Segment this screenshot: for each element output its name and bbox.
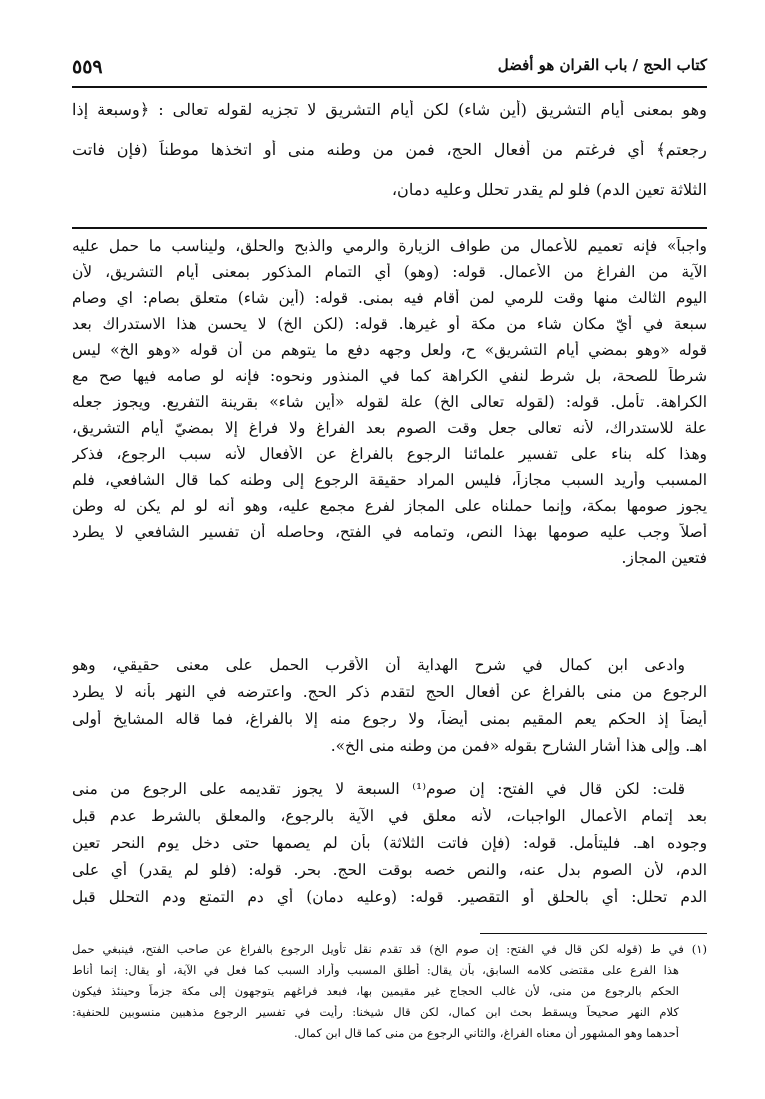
footnote-line: كلام النهر صحيحاً ويسقط بحث ابن كمال، لكن قال شيخنا: رأيت في تفسير الرجوع مذهبين منسوبين للحنفية: — [72, 1005, 679, 1019]
header-rule — [72, 86, 707, 88]
sharh-line: وجوده اهـ. فليتأمل. قوله: (فإن فاتت الثلاثة) بأن لم يصمها حتى دخل يوم النحر تعين — [72, 834, 707, 852]
matn-separator — [72, 227, 707, 229]
sharh-line: يجوز صومها بمكة، وإنما حملناه على المجاز لفرع مجمع عليه، وهو أنه لو لم يكن له وطن — [72, 497, 707, 515]
running-header — [72, 56, 707, 86]
sharh-line: المسبب وأريد السبب مجازاً، فليس المراد حقيقة الرجوع إلى وطنه كما قال الشافعي، فلم — [72, 471, 707, 489]
sharh-line: اليوم الثالث منها وقت للرمي لمن أقام فيه بمنى. قوله: (أين شاء) متعلق بصام: اي وصام — [72, 289, 707, 307]
footnote-line: (١) في ط (قوله لكن قال في الفتح: إن صوم الخ) قد تقدم نقل تأويل الرجوع بالفراغ عن صاحب الفتح، فينبغي حمل — [72, 942, 707, 956]
matn-line: رجعتم﴾ أي فرغتم من أفعال الحج، فمن من وطنه منى أو اتخذها موطناً (فإن فاتت — [72, 140, 707, 159]
sharh-line: شرطاً للصحة، بل شرط لنفي الكراهة كما في المنذور ونحوه: فإنه لو صامه فيها صح مع — [72, 367, 707, 385]
sharh-line: فتعين المجاز. — [621, 549, 707, 567]
sharh-line: الكراهة. تأمل. قوله: (لقوله تعالى الخ) علة لقوله «أين شاء» بقرينة التفريع. ويجوز جعله — [72, 393, 707, 411]
sharh-line: وهذا كله بناء على تفسير علمائنا الرجوع بالفراغ عن الأفعال لأنه سبب الرجوع، فذكر — [72, 445, 707, 463]
footnote-line: هذا الفرع على مقتضى كلامه السابق، بأن يقال: أطلق المسبب وأراد السبب كما فعل في الآية، أو يقال: إنما أناط — [72, 963, 679, 977]
sharh-line: قوله «وهو بمضي أيام التشريق» ح، ولعل وجهه دفع ما يتوهم من أن قوله «وهو الخ» ليس — [72, 341, 707, 359]
sharh-line: الدم تحلل: أي بالحلق أو التقصير. قوله: (وعليه دمان) أي دم التمتع ودم التحلل قبل — [72, 888, 707, 906]
sharh-line: الآية من الفراغ من الأعمال. قوله: (وهو) أي التمام المذكور بمعنى أيام التشريق، لأن — [72, 263, 707, 281]
matn-line: الثلاثة تعين الدم) فلو لم يقدر تحلل وعليه دمان، — [391, 180, 707, 199]
footnote-line: الحكم بالرجوع من منى، لأن غالب الحجاج غير مقيمين بها، فبعد فراغهم يتوجهون إلى مكة جزماً وحينئذ فيكون — [72, 984, 679, 998]
page-number: ٥٥٩ — [72, 56, 103, 78]
sharh-line: قلت: لكن قال في الفتح: إن صوم⁽¹⁾ السبعة لا يجوز تقديمه على الرجوع من منى — [72, 780, 685, 798]
sharh-line: سبعة في أيّ مكان شاء من مكة أو غيرها. قوله: (لكن الخ) لا يحسن هذا الاستدراك بعد — [72, 315, 707, 333]
sharh-line: أصلاً وجب عليه صومها بهذا النص، وتمامه في الفتح، وحاصله أن تفسير الشافعي لا يطرد — [72, 523, 707, 541]
sharh-line: أيضاً إذ الحكم يعم المقيم بمنى أيضاً، ولا رجوع منه إلا بالفراغ، فما قاله المشايخ أولى — [72, 710, 707, 728]
sharh-line: اهـ. وإلى هذا أشار الشارح بقوله «فمن من وطنه منى الخ». — [330, 737, 707, 755]
sharh-line: علة للاستدراك، لأنه تعالى جعل وقت الصوم بعد الفراغ ولا فراغ إلا بمضيّ أيام التشريق، — [72, 419, 707, 437]
footnote-rule — [480, 933, 707, 934]
sharh-line: واجباً» فإنه تعميم للأعمال من طواف الزيارة والرمي والذبح والحلق، وليناسب ما حمل عليه — [72, 237, 707, 255]
footnote-line: أحدهما وهو المشهور أن معناه الفراغ، والثاني الرجوع من منى كما قال ابن كمال. — [294, 1026, 679, 1040]
matn-line: وهو بمعنى أيام التشريق (أين شاء) لكن أيام التشريق لا تجزيه لقوله تعالى : ﴿وسبعة إذا — [72, 100, 707, 119]
chapter-title: كتاب الحج / باب القران هو أفضل — [497, 56, 707, 74]
sharh-line: وادعى ابن كمال في شرح الهداية أن الأقرب الحمل على معنى حقيقي، وهو — [72, 656, 685, 674]
sharh-line: الرجوع من منى بالفراغ عن أفعال الحج لتقدم ذكر الحج. واعترضه في النهر بأنه لا يطرد — [72, 683, 707, 701]
sharh-line: الدم، لأن الصوم بدل عنه، والنص خصه بوقت الحج. بحر. قوله: (فلو لم يقدر) أي على — [72, 861, 707, 879]
sharh-line: بعد إتمام الأعمال الواجبات، لأنه معلق في الآية بالرجوع، والمعلق بالشرط عدم قبل — [72, 807, 707, 825]
